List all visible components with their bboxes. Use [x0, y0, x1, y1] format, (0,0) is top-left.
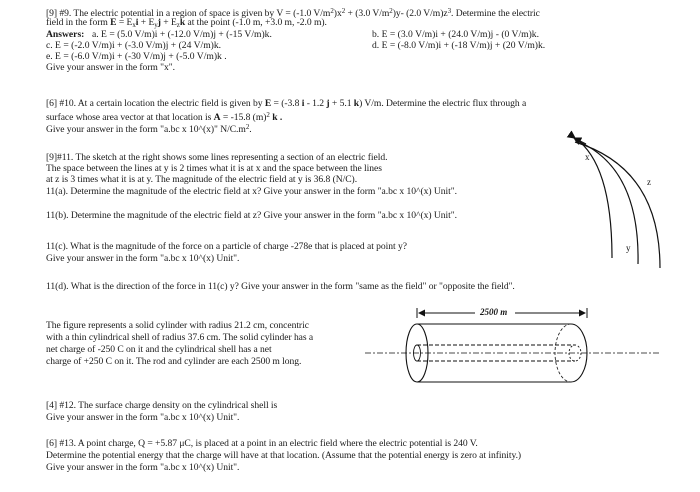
vector-e: E: [264, 98, 272, 109]
superscript: 2: [389, 7, 393, 15]
q10-instructions: [46, 122, 252, 135]
superscript: 2: [266, 111, 270, 119]
dimension-label: 2500 m: [480, 307, 508, 317]
q9-text: + E: [138, 17, 155, 28]
unit-j: j: [326, 98, 330, 109]
vector-e: E: [110, 17, 117, 28]
q11-line2: The space between the lines at y is 2 times what it is at x and the space between the lines: [46, 163, 382, 174]
q11c-instructions: Give your answer in the form "a.bc x 10^(x) Unit".: [46, 253, 240, 264]
unit-k: k: [179, 17, 186, 28]
q10-text: + 5.1: [329, 98, 354, 109]
q10-text: surface whose area vector at that location is: [46, 112, 214, 123]
subscript: z: [176, 21, 180, 29]
q9-text: + (3.0 V/m: [345, 8, 390, 19]
q9-option-c[interactable]: c. E = (-2.0 V/m)i + (-3.0 V/m)j + (24 V/m)k.: [46, 40, 222, 51]
unit-k: k: [353, 98, 360, 109]
q10-text: = -15.8 (m): [220, 112, 267, 123]
q9-instructions: Give your answer in the form "x".: [46, 62, 176, 73]
q9-text: field in the form: [46, 17, 111, 28]
q9-option-a[interactable]: a. E = (5.0 V/m)i + (-12.0 V/m)j + (-15 V/m)k.: [92, 29, 272, 40]
q9-text: = E: [116, 17, 133, 28]
q10-text: .: [249, 124, 252, 135]
unit-j: j: [157, 17, 161, 28]
vector-a: A: [213, 112, 221, 123]
subscript: y: [154, 21, 158, 29]
q11b-question: 11(b). Determine the magnitude of the electric field at z? Give your answer in the form "a.bc x 10^(x) Unit".: [46, 210, 457, 221]
cylinder-diagram: [365, 302, 665, 392]
q9-option-e[interactable]: e. E = (-6.0 V/m)i + (-30 V/m)j + (-5.0 V/m)k .: [46, 51, 227, 62]
subscript: x: [132, 21, 136, 29]
q12-line1: [4] #12. The surface charge density on the cylindrical shell is: [46, 400, 278, 411]
q9-option-b[interactable]: b. E = (3.0 V/m)i + (24.0 V/m)j - (0 V/m)k.: [372, 29, 539, 40]
answers-label: Answers:: [46, 29, 85, 40]
superscript: 2: [330, 7, 334, 15]
q10-text: Give your answer in the form "a.bc x 10^(x)" N/C.m: [46, 124, 246, 135]
q11-line3: at z is 3 times what it is at y. The magnitude of the electric field at y is 36.8 (N/C).: [46, 174, 358, 185]
q10-line1: [46, 98, 526, 109]
q13-line2: Determine the potential energy that the charge will have at that location. (Assume that the potential energy is zero at infinity.): [46, 450, 522, 461]
q9-text: [9] #9. The electric potential in a region of space is given by V = (-1.0 V/m: [46, 8, 331, 19]
q9-text: + E: [160, 17, 177, 28]
q13-line1: [6] #13. A point charge, Q = +5.87 μC, is placed at a point in an electric field where the electric potential is 240 V.: [46, 438, 478, 449]
superscript: 2: [245, 123, 250, 131]
q10-text: ) V/m. Determine the electric flux through a: [359, 98, 527, 109]
q13-instructions: Give your answer in the form "a.bc x 10^(x) Unit".: [46, 462, 240, 473]
superscript: 3: [447, 7, 452, 15]
point-z-label: z: [647, 177, 651, 187]
cyl-line2: with a thin cylindrical shell of radius 37.6 cm. The solid cylinder has a: [46, 332, 314, 343]
unit-i: i: [301, 98, 305, 109]
field-lines-sketch: [560, 128, 690, 278]
unit-i: i: [135, 17, 139, 28]
cyl-line4: charge of +250 C on it. The rod and cylinder are each 2500 m long.: [46, 356, 302, 367]
q11d-question: 11(d). What is the direction of the force in 11(c) y? Give your answer in the form "same as the field" or "opposite the field".: [46, 281, 515, 292]
superscript: 2: [341, 7, 346, 15]
q10-text: [6] #10. At a certain location the electric field is given by: [46, 98, 265, 109]
q9-text: . Determine the electric: [451, 8, 540, 19]
q9-text: )x: [333, 8, 342, 19]
q10-text: .: [277, 112, 283, 123]
q10-text: - 1.2: [304, 98, 327, 109]
q11a-question: 11(a). Determine the magnitude of the electric field at x? Give your answer in the form "a.bc x 10^(x) Unit".: [46, 186, 457, 197]
q12-instructions: Give your answer in the form "a.bc x 10^(x) Unit".: [46, 412, 240, 423]
q9-option-d[interactable]: d. E = (-8.0 V/m)i + (-18 V/m)j + (20 V/m)k.: [372, 40, 546, 51]
q9-text: at the point (-1.0 m, +3.0 m, -2.0 m).: [185, 17, 327, 28]
q11-line1: [9]#11. The sketch at the right shows some lines representing a section of an electric field.: [46, 152, 388, 163]
q10-text: = (-3.8: [271, 98, 302, 109]
q11c-question: 11(c). What is the magnitude of the force on a particle of charge -278e that is placed at point y?: [46, 241, 407, 252]
cyl-line3: net charge of -250 C on it and the cylindrical shell has a net: [46, 344, 272, 355]
cyl-line1: The figure represents a solid cylinder with radius 21.2 cm, concentric: [46, 320, 309, 331]
unit-k: k: [269, 112, 278, 123]
point-x-label: x: [585, 152, 590, 162]
q9-text: )y- (2.0 V/m)z: [392, 8, 448, 19]
point-y-label: y: [626, 243, 631, 253]
